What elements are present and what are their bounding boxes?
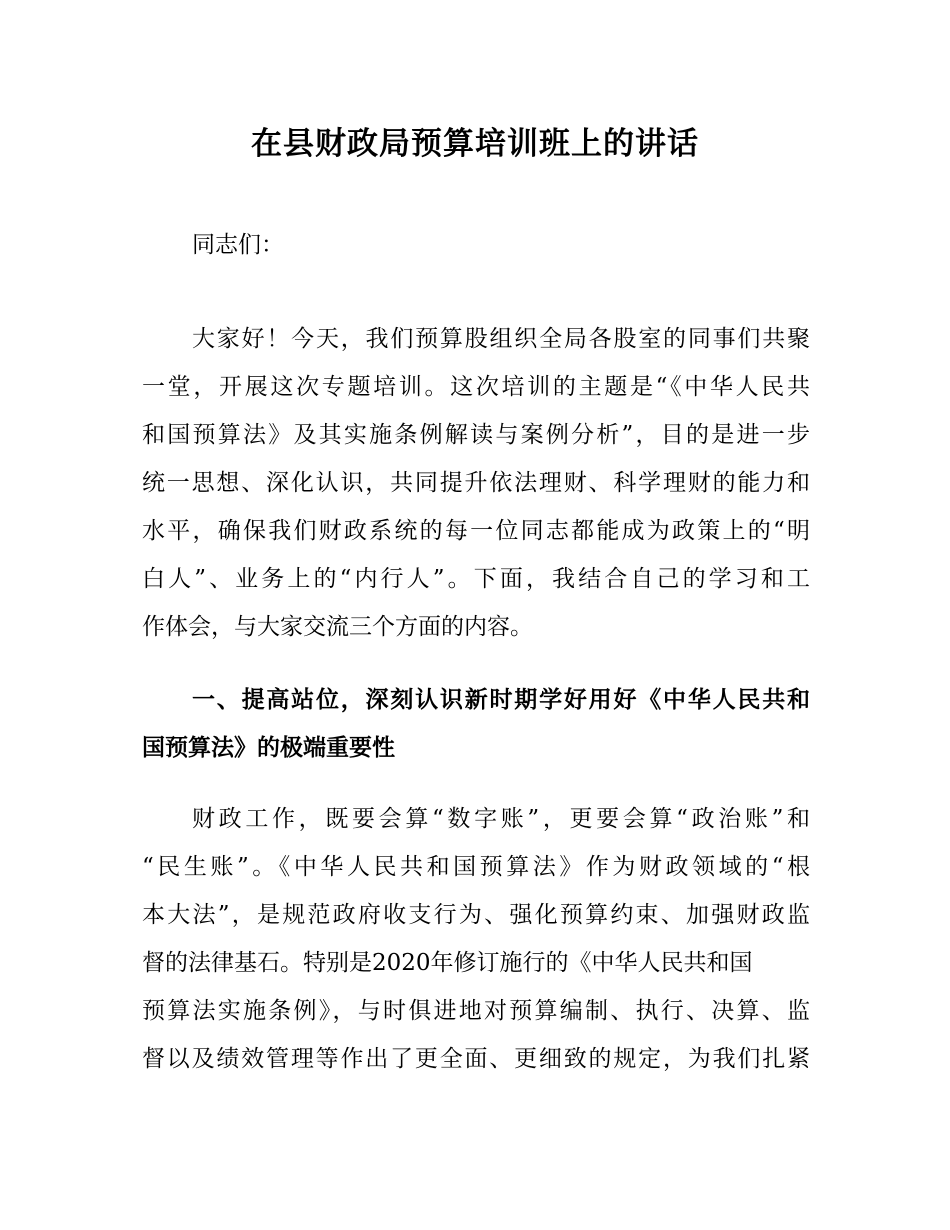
paragraph-1: [142, 315, 810, 651]
document-title: 在县财政局预算培训班上的讲话: [251, 126, 699, 162]
greeting-block: [142, 221, 810, 269]
text-line: 作体会，与大家交流三个方面的内容。: [142, 614, 533, 640]
text-line: 大家好！今天，我们预算股组织全局各股室的同事们共聚: [192, 326, 810, 352]
text-line: 督的法律基石。特别是2020年修订施行的《中华人民共和国: [142, 950, 753, 976]
text-line: 白人”、业务上的“内行人”。下面，我结合自己的学习和工: [142, 566, 810, 592]
paragraph-2: [142, 795, 810, 1083]
text-line: 督以及绩效管理等作出了更全面、更细致的规定，为我们扎紧: [142, 1046, 810, 1072]
heading-line: 一、提高站位，深刻认识新时期学好用好《中华人民共和: [192, 687, 810, 713]
text-line: 财政工作，既要会算“数字账”，更要会算“政治账”和: [192, 806, 810, 832]
text-line: 预算法实施条例》，与时俱进地对预算编制、执行、决算、监: [142, 998, 810, 1024]
greeting: 同志们：: [192, 232, 284, 258]
text-line: 统一思想、深化认识，共同提升依法理财、科学理财的能力和: [142, 470, 810, 496]
text-line: 本大法”，是规范政府收支行为、强化预算约束、加强财政监: [142, 902, 810, 928]
text-line: 和国预算法》及其实施条例解读与案例分析”，目的是进一步: [142, 422, 810, 448]
heading-line: 国预算法》的极端重要性: [142, 735, 395, 761]
section-heading-1: [142, 676, 810, 772]
text-line: “民生账”。《中华人民共和国预算法》作为财政领域的“根: [142, 854, 810, 880]
text-line: 水平，确保我们财政系统的每一位同志都能成为政策上的“明: [142, 518, 810, 544]
text-line: 一堂，开展这次专题培训。这次培训的主题是“《中华人民共: [142, 374, 810, 400]
